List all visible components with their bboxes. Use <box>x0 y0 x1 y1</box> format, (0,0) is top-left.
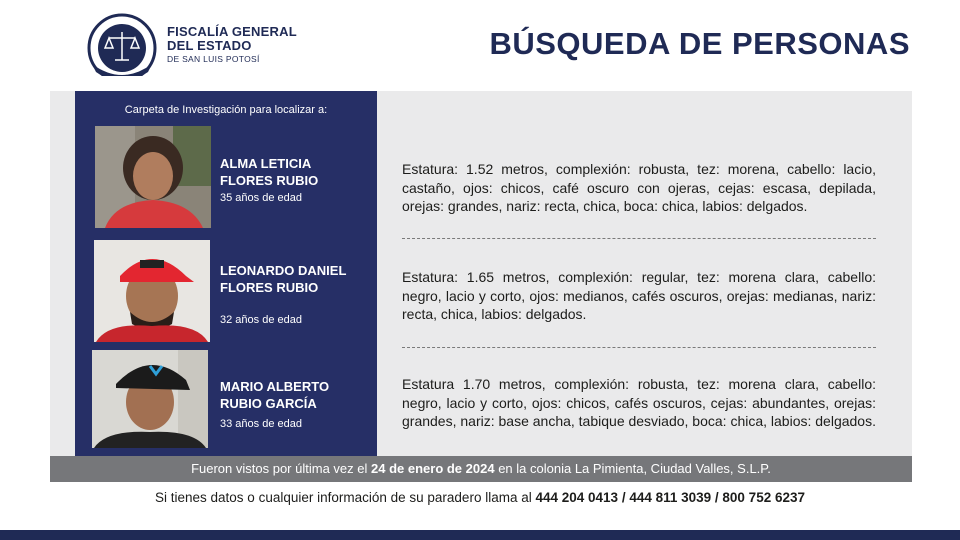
person-2-description: Estatura: 1.65 metros, complexión: regular, tez: morena clara, cabello: negro, lacio y corto, ojos: medianos, cafés oscuros, orejas: medianas, nariz: recta, chica, labios: delgados. <box>402 269 876 322</box>
person-2-name <box>220 262 370 296</box>
person-1-age: 35 años de edad <box>220 192 302 204</box>
last-seen-location: en la colonia La Pimienta, Ciudad Valles, S.L.P. <box>498 461 771 476</box>
footer-bar <box>0 530 960 540</box>
person-1-name-line-2: FLORES RUBIO <box>220 173 319 188</box>
contact-line <box>0 490 960 505</box>
last-seen-bar <box>50 456 912 482</box>
person-3-name <box>220 378 370 412</box>
page-title: BÚSQUEDA DE PERSONAS <box>489 26 910 61</box>
org-line-2: DEL ESTADO <box>167 38 252 53</box>
person-3-age: 33 años de edad <box>220 418 302 430</box>
org-line-3: DE SAN LUIS POTOSÍ <box>167 54 260 64</box>
person-3-photo <box>92 350 208 448</box>
person-1-description: Estatura: 1.52 metros, complexión: robusta, tez: morena, cabello: lacio, castaño, ojos: chicos, café oscuro con ojeras, cejas: escasa, depilada, orejas: grandes, nariz: recta, chica, boca: chica, labios: delgados. <box>402 161 876 214</box>
separator-1 <box>402 238 876 239</box>
person-2-age: 32 años de edad <box>220 314 302 326</box>
person-3-description: Estatura 1.70 metros, complexión: robusta, tez: morena clara, cabello: negro, lacio y corto, ojos: chicos, cafés oscuros, cejas: abundantes, orejas: grandes, nariz: base ancha, tabique desviado, boca: chica, labios: delgados. <box>402 376 876 429</box>
panel-top-strip <box>50 76 912 91</box>
person-2-photo <box>94 240 210 342</box>
fiscalia-seal-logo <box>82 12 162 84</box>
org-line-1: FISCALÍA GENERAL <box>167 24 297 39</box>
person-3-name-line-1: MARIO ALBERTO <box>220 379 330 394</box>
last-seen-prefix: Fueron vistos por última vez el <box>191 461 368 476</box>
contact-phones: 444 204 0413 / 444 811 3039 / 800 752 6237 <box>535 490 805 505</box>
separator-2 <box>402 347 876 348</box>
person-1-name <box>220 155 370 189</box>
person-1-photo <box>95 126 211 228</box>
organization-name <box>167 25 297 64</box>
sidebar-caption: Carpeta de Investigación para localizar a: <box>124 104 328 116</box>
contact-prefix: Si tienes datos o cualquier información de su paradero llama al <box>155 490 532 505</box>
person-2-name-line-1: LEONARDO DANIEL <box>220 263 347 278</box>
person-1-name-line-1: ALMA LETICIA <box>220 156 312 171</box>
person-3-name-line-2: RUBIO GARCÍA <box>220 396 317 411</box>
person-2-name-line-2: FLORES RUBIO <box>220 280 319 295</box>
last-seen-date: 24 de enero de 2024 <box>371 461 495 476</box>
